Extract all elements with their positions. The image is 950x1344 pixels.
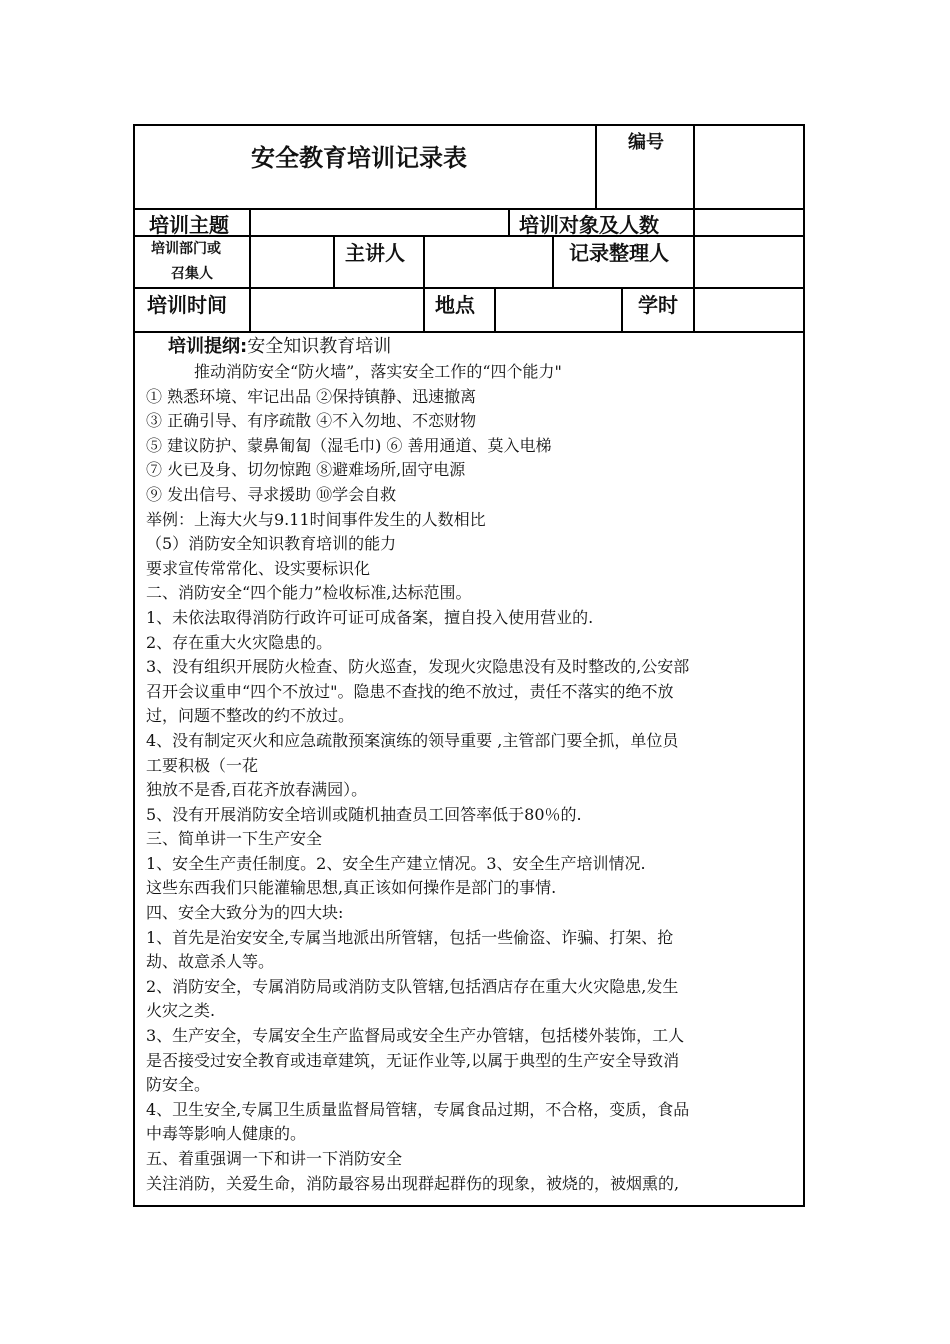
col-divider (333, 235, 335, 287)
topic-label: 培训主题 (149, 213, 229, 237)
outline-line: 过，问题不整改的约不放过。 (146, 706, 355, 726)
outline-line: 五、着重强调一下和讲一下消防安全 (146, 1149, 403, 1168)
outline-line: 工要积极（一花 (146, 755, 259, 775)
outline-line: ① 熟悉环境、牢记出品 ②保持镇静、迅速撤离 (146, 386, 477, 406)
outline-line: 火灾之类. (146, 1001, 216, 1021)
outline-line: ⑦ 火已及身、切勿惊跑 ⑧避难场所,固守电源 (146, 460, 466, 480)
training-record-form (133, 124, 805, 1207)
row-divider (135, 208, 803, 210)
outline-heading (146, 334, 796, 360)
outline-line: 1、未依法取得消防行政许可证可成备案，擅自投入使用营业的. (146, 607, 594, 627)
hours-label: 学时 (638, 293, 678, 317)
outline-line: ⑨ 发出信号、寻求援助 ⑩学会自救 (146, 484, 397, 504)
col-divider (693, 126, 695, 208)
col-divider (249, 208, 251, 235)
row-divider (135, 235, 803, 237)
row-divider (135, 331, 803, 333)
outline-line: 四、安全大致分为的四大块: (146, 903, 344, 923)
col-divider (494, 287, 496, 331)
col-divider (693, 208, 695, 235)
outline-line: 举例：上海大火与9.11时间事件发生的人数相比 (146, 509, 486, 529)
speaker-label: 主讲人 (345, 241, 405, 265)
col-divider (249, 287, 251, 331)
outline-line: ③ 正确引导、有序疏散 ④不入勿地、不恋财物 (146, 411, 477, 431)
col-divider (423, 235, 425, 287)
outline-line: （5）消防安全知识教育培训的能力 (146, 534, 397, 554)
outline-line: 推动消防安全“防火墙”，落实安全工作的“四个能力" (194, 362, 562, 381)
outline-line: 3、没有组织开展防火检查、防火巡查，发现火灾隐患没有及时整改的,公安部 (146, 657, 690, 677)
outline-line: ⑤ 建议防护、蒙鼻匍匐（湿毛巾) ⑥ 善用通道、莫入电梯 (146, 435, 552, 455)
col-divider (249, 235, 251, 287)
outline-line: 独放不是香,百花齐放春满园）。 (146, 780, 368, 800)
outline-line: 4、卫生安全,专属卫生质量监督局管辖，专属食品过期，不合格，变质，食品 (146, 1099, 690, 1119)
col-divider (693, 287, 695, 331)
outline-label: 培训提纲: (168, 336, 248, 357)
col-divider (595, 126, 597, 208)
outline-line: 防安全。 (146, 1075, 211, 1095)
outline-line: 三、简单讲一下生产安全 (146, 829, 323, 849)
col-divider (423, 287, 425, 331)
outline-line: 关注消防，关爱生命，消防最容易出现群起群伤的现象，被烧的，被烟熏的, (146, 1173, 680, 1193)
outline-line: 2、存在重大火灾隐患的。 (146, 632, 333, 652)
outline-line: 是否接受过安全教育或违章建筑，无证作业等,以属于典型的生产安全导致消 (146, 1050, 680, 1070)
outline-line: 4、没有制定灭火和应急疏散预案演练的领导重要 ,主管部门要全抓，单位员 (146, 730, 679, 750)
department-label-line2: 召集人 (171, 266, 213, 282)
col-divider (552, 235, 554, 287)
outline-line: 2、消防安全，专属消防局或消防支队管辖,包括酒店存在重大火灾隐患,发生 (146, 976, 679, 996)
outline-line: 5、没有开展消防安全培训或随机抽查员工回答率低于80％的. (146, 804, 582, 824)
outline-title: 安全知识教育培训 (247, 336, 392, 357)
audience-label: 培训对象及人数 (519, 213, 659, 237)
outline-content (146, 334, 796, 1196)
col-divider (621, 287, 623, 331)
outline-line: 1、安全生产责任制度。2、安全生产建立情况。3、安全生产培训情况. (146, 853, 646, 873)
outline-line: 1、首先是治安安全,专属当地派出所管辖，包括一些偷盗、诈骗、打架、抢 (146, 927, 674, 947)
col-divider (693, 235, 695, 287)
recorder-label: 记录整理人 (569, 241, 669, 265)
time-label: 培训时间 (147, 293, 227, 317)
location-label: 地点 (435, 293, 475, 317)
col-divider (508, 208, 510, 235)
outline-line: 二、消防安全“四个能力”检收标准,达标范围。 (146, 583, 472, 603)
outline-line: 召开会议重申“四个不放过"。隐患不查找的绝不放过，责任不落实的绝不放 (146, 681, 674, 701)
outline-line: 中毒等影响人健康的。 (146, 1124, 307, 1144)
form-title: 安全教育培训记录表 (251, 144, 467, 172)
outline-line: 这些东西我们只能灌输思想,真正该如何操作是部门的事情. (146, 878, 557, 898)
outline-line: 3、生产安全，专属安全生产监督局或安全生产办管辖，包括楼外装饰，工人 (146, 1026, 685, 1046)
outline-line: 要求宣传常常化、设实要标识化 (146, 558, 371, 578)
number-label: 编号 (628, 132, 664, 153)
outline-line: 劫、故意杀人等。 (146, 952, 275, 972)
department-label-line1: 培训部门或 (151, 241, 221, 257)
